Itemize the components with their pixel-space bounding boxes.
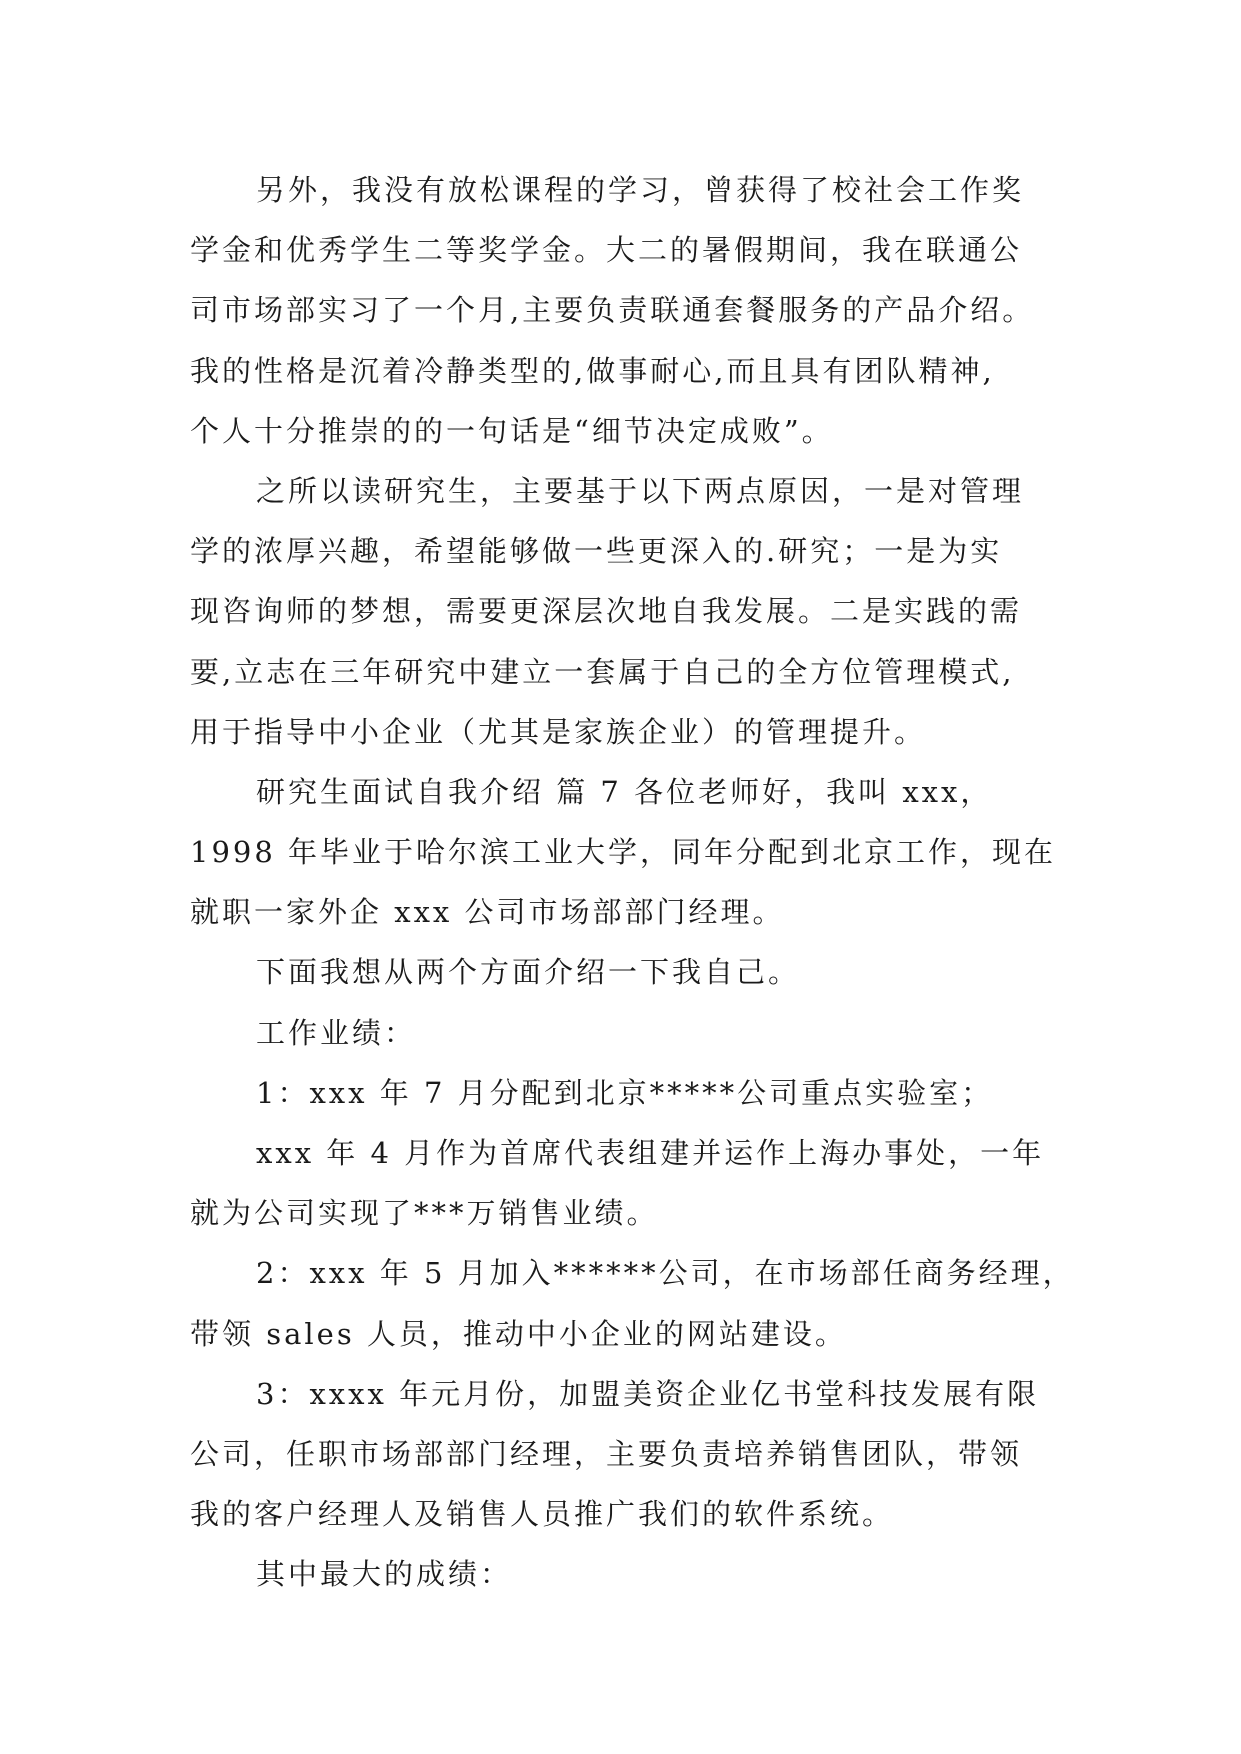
text-line: 2：xxx 年 5 月加入******公司，在市场部任商务经理，	[256, 1256, 1075, 1291]
text-line: 1：xxx 年 7 月分配到北京*****公司重点实验室；	[256, 1075, 994, 1110]
text-line: 其中最大的成绩：	[256, 1557, 513, 1592]
text-line: 我的客户经理人及销售人员推广我们的软件系统。	[190, 1497, 895, 1532]
text-line: 下面我想从两个方面介绍一下我自己。	[256, 955, 801, 990]
document-body	[190, 160, 1080, 1605]
text-line: 1998 年毕业于哈尔滨工业大学，同年分配到北京工作，现在	[190, 835, 1057, 870]
text-line: 要,立志在三年研究中建立一套属于自己的全方位管理模式,	[190, 654, 1015, 689]
text-line: 带领 sales 人员，推动中小企业的网站建设。	[190, 1316, 847, 1351]
text-line: xxx 年 4 月作为首席代表组建并运作上海办事处，一年	[256, 1136, 1045, 1170]
text-line: 个人十分推崇的的一句话是“细节决定成败”。	[190, 413, 834, 448]
text-line: 我的性格是沉着冷静类型的,做事耐心,而且具有团队精神,	[190, 353, 995, 388]
text-line: 学的浓厚兴趣，希望能够做一些更深入的.研究；一是为实	[190, 534, 1003, 569]
text-line: 司市场部实习了一个月,主要负责联通套餐服务的产品介绍。	[190, 293, 1035, 328]
text-line: 3：xxxx 年元月份，加盟美资企业亿书堂科技发展有限	[256, 1376, 1040, 1411]
text-line: 公司，任职市场部部门经理，主要负责培养销售团队，带领	[190, 1436, 1023, 1471]
text-line: 之所以读研究生，主要基于以下两点原因，一是对管理	[256, 473, 1025, 508]
text-line: 就为公司实现了***万销售业绩。	[190, 1196, 659, 1231]
text-line: 就职一家外企 xxx 公司市场部部门经理。	[190, 895, 785, 930]
text-line: 研究生面试自我介绍 篇 7 各位老师好，我叫 xxx，	[256, 774, 993, 809]
text-line: 另外，我没有放松课程的学习，曾获得了校社会工作奖	[256, 173, 1025, 207]
text-line: 现咨询师的梦想，需要更深层次地自我发展。二是实践的需	[190, 594, 1023, 629]
text-line: 学金和优秀学生二等奖学金。大二的暑假期间，我在联通公	[190, 233, 1023, 268]
text-line: 工作业绩：	[256, 1015, 417, 1050]
text-line: 用于指导中小企业（尤其是家族企业）的管理提升。	[190, 714, 927, 749]
